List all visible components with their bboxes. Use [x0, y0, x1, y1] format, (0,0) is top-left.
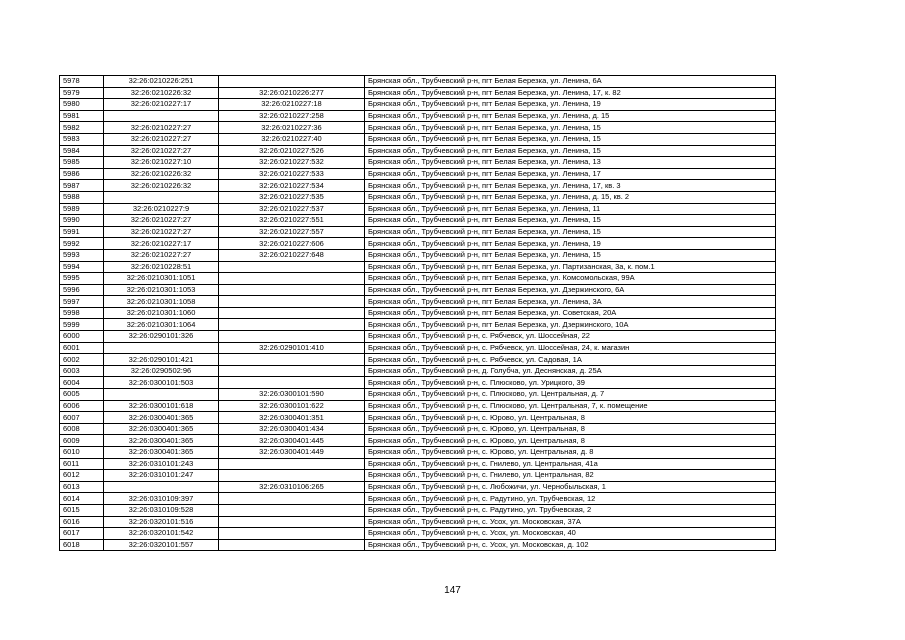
cadastral-number-cell [104, 481, 219, 493]
row-number-cell: 6002 [60, 354, 104, 366]
address-cell: Брянская обл., Трубчевский р-н, пгт Белая Березка, ул. Ленина, 19 [365, 238, 776, 250]
building-cadastral-number-cell [219, 504, 365, 516]
cadastral-number-cell: 32:26:0210227:17 [104, 238, 219, 250]
table-row [60, 412, 776, 424]
building-cadastral-number-cell [219, 516, 365, 528]
cadastral-number-cell: 32:26:0310101:243 [104, 458, 219, 470]
row-number-cell: 6006 [60, 400, 104, 412]
cadastral-number-cell: 32:26:0210227:27 [104, 215, 219, 227]
row-number-cell: 6012 [60, 470, 104, 482]
table-row [60, 389, 776, 401]
address-cell: Брянская обл., Трубчевский р-н, с. Рябчевск, ул. Садовая, 1А [365, 354, 776, 366]
cadastral-number-cell [104, 191, 219, 203]
table-row [60, 157, 776, 169]
building-cadastral-number-cell: 32:26:0210227:557 [219, 226, 365, 238]
cadastral-number-cell: 32:26:0290101:326 [104, 331, 219, 343]
cadastral-number-cell: 32:26:0210301:1051 [104, 273, 219, 285]
address-cell: Брянская обл., Трубчевский р-н, пгт Белая Березка, ул. Дзержинского, 6А [365, 284, 776, 296]
row-number-cell: 5989 [60, 203, 104, 215]
table-row [60, 249, 776, 261]
table-row [60, 145, 776, 157]
table-row [60, 203, 776, 215]
building-cadastral-number-cell: 32:26:0210227:40 [219, 133, 365, 145]
address-cell: Брянская обл., Трубчевский р-н, пгт Белая Березка, ул. Ленина, 19 [365, 99, 776, 111]
cadastral-number-cell: 32:26:0210227:10 [104, 157, 219, 169]
address-cell: Брянская обл., Трубчевский р-н, д. Голубча, ул. Деснянская, д. 25А [365, 365, 776, 377]
cadastral-number-cell: 32:26:0210227:27 [104, 226, 219, 238]
table-row [60, 435, 776, 447]
building-cadastral-number-cell: 32:26:0210227:535 [219, 191, 365, 203]
building-cadastral-number-cell [219, 331, 365, 343]
address-cell: Брянская обл., Трубчевский р-н, с. Плюсково, ул. Урицкого, 39 [365, 377, 776, 389]
building-cadastral-number-cell [219, 307, 365, 319]
cadastral-number-cell: 32:26:0210227:9 [104, 203, 219, 215]
cadastral-number-cell: 32:26:0210227:17 [104, 99, 219, 111]
row-number-cell: 6013 [60, 481, 104, 493]
table-row [60, 493, 776, 505]
registry-table-body [60, 76, 776, 551]
building-cadastral-number-cell: 32:26:0210227:537 [219, 203, 365, 215]
table-row [60, 87, 776, 99]
building-cadastral-number-cell: 32:26:0210227:526 [219, 145, 365, 157]
building-cadastral-number-cell [219, 377, 365, 389]
cadastral-number-cell: 32:26:0210301:1064 [104, 319, 219, 331]
table-row [60, 470, 776, 482]
table-row [60, 238, 776, 250]
building-cadastral-number-cell: 32:26:0310106:265 [219, 481, 365, 493]
table-row [60, 307, 776, 319]
table-row [60, 528, 776, 540]
row-number-cell: 6009 [60, 435, 104, 447]
table-row [60, 319, 776, 331]
page-number: 147 [444, 585, 461, 596]
row-number-cell: 6017 [60, 528, 104, 540]
cadastral-number-cell: 32:26:0300101:618 [104, 400, 219, 412]
cadastral-number-cell: 32:26:0210226:32 [104, 87, 219, 99]
address-cell: Брянская обл., Трубчевский р-н, пгт Белая Березка, ул. Ленина, 11 [365, 203, 776, 215]
table-row [60, 296, 776, 308]
row-number-cell: 6003 [60, 365, 104, 377]
table-row [60, 331, 776, 343]
row-number-cell: 6011 [60, 458, 104, 470]
building-cadastral-number-cell: 32:26:0210227:533 [219, 168, 365, 180]
address-cell: Брянская обл., Трубчевский р-н, пгт Белая Березка, ул. Ленина, 3А [365, 296, 776, 308]
cadastral-number-cell: 32:26:0300401:365 [104, 423, 219, 435]
row-number-cell: 6001 [60, 342, 104, 354]
address-cell: Брянская обл., Трубчевский р-н, с. Юрово, ул. Центральная, 8 [365, 423, 776, 435]
address-cell: Брянская обл., Трубчевский р-н, с. Усох, ул. Московская, 40 [365, 528, 776, 540]
row-number-cell: 5991 [60, 226, 104, 238]
row-number-cell: 5992 [60, 238, 104, 250]
cadastral-number-cell: 32:26:0300401:365 [104, 412, 219, 424]
cadastral-number-cell: 32:26:0210227:27 [104, 133, 219, 145]
table-row [60, 516, 776, 528]
table-row [60, 377, 776, 389]
address-cell: Брянская обл., Трубчевский р-н, пгт Белая Березка, ул. Ленина, 6А [365, 76, 776, 88]
building-cadastral-number-cell: 32:26:0300401:449 [219, 447, 365, 459]
building-cadastral-number-cell: 32:26:0210227:606 [219, 238, 365, 250]
building-cadastral-number-cell: 32:26:0300101:590 [219, 389, 365, 401]
cadastral-number-cell: 32:26:0300401:365 [104, 435, 219, 447]
building-cadastral-number-cell [219, 470, 365, 482]
building-cadastral-number-cell: 32:26:0300401:445 [219, 435, 365, 447]
building-cadastral-number-cell: 32:26:0290101:410 [219, 342, 365, 354]
address-cell: Брянская обл., Трубчевский р-н, с. Гнилево, ул. Центральная, 82 [365, 470, 776, 482]
address-cell: Брянская обл., Трубчевский р-н, пгт Белая Березка, ул. Ленина, 15 [365, 145, 776, 157]
cadastral-number-cell: 32:26:0210226:32 [104, 168, 219, 180]
cadastral-number-cell: 32:26:0310109:397 [104, 493, 219, 505]
address-cell: Брянская обл., Трубчевский р-н, пгт Белая Березка, ул. Ленина, 17, кв. 3 [365, 180, 776, 192]
cadastral-number-cell: 32:26:0290502:96 [104, 365, 219, 377]
cadastral-number-cell: 32:26:0290101:421 [104, 354, 219, 366]
cadastral-number-cell: 32:26:0210227:27 [104, 249, 219, 261]
cadastral-number-cell [104, 389, 219, 401]
address-cell: Брянская обл., Трубчевский р-н, пгт Белая Березка, ул. Ленина, 17, к. 82 [365, 87, 776, 99]
row-number-cell: 5978 [60, 76, 104, 88]
cadastral-number-cell: 32:26:0310101:247 [104, 470, 219, 482]
table-row [60, 342, 776, 354]
row-number-cell: 5979 [60, 87, 104, 99]
row-number-cell: 5994 [60, 261, 104, 273]
address-cell: Брянская обл., Трубчевский р-н, с. Любожичи, ул. Чернобыльская, 1 [365, 481, 776, 493]
row-number-cell: 6018 [60, 539, 104, 551]
address-cell: Брянская обл., Трубчевский р-н, с. Юрово, ул. Центральная, 8 [365, 412, 776, 424]
registry-table [59, 75, 776, 551]
building-cadastral-number-cell: 32:26:0300101:622 [219, 400, 365, 412]
table-row [60, 168, 776, 180]
table-row [60, 226, 776, 238]
address-cell: Брянская обл., Трубчевский р-н, пгт Белая Березка, ул. Ленина, 15 [365, 226, 776, 238]
row-number-cell: 5993 [60, 249, 104, 261]
table-row [60, 122, 776, 134]
address-cell: Брянская обл., Трубчевский р-н, пгт Белая Березка, ул. Ленина, 15 [365, 249, 776, 261]
building-cadastral-number-cell: 32:26:0300401:351 [219, 412, 365, 424]
address-cell: Брянская обл., Трубчевский р-н, пгт Белая Березка, ул. Ленина, 13 [365, 157, 776, 169]
row-number-cell: 5997 [60, 296, 104, 308]
address-cell: Брянская обл., Трубчевский р-н, пгт Белая Березка, ул. Ленина, д. 15, кв. 2 [365, 191, 776, 203]
address-cell: Брянская обл., Трубчевский р-н, с. Плюсково, ул. Центральная, 7, к. помещение [365, 400, 776, 412]
cadastral-number-cell: 32:26:0210226:32 [104, 180, 219, 192]
cadastral-number-cell: 32:26:0300101:503 [104, 377, 219, 389]
table-row [60, 504, 776, 516]
table-row [60, 261, 776, 273]
row-number-cell: 5995 [60, 273, 104, 285]
building-cadastral-number-cell: 32:26:0210227:18 [219, 99, 365, 111]
row-number-cell: 6004 [60, 377, 104, 389]
cadastral-number-cell: 32:26:0210227:27 [104, 145, 219, 157]
table-row [60, 215, 776, 227]
table-row [60, 284, 776, 296]
table-row [60, 423, 776, 435]
building-cadastral-number-cell [219, 458, 365, 470]
building-cadastral-number-cell: 32:26:0210227:258 [219, 110, 365, 122]
address-cell: Брянская обл., Трубчевский р-н, с. Юрово, ул. Центральная, д. 8 [365, 447, 776, 459]
cadastral-number-cell: 32:26:0210301:1060 [104, 307, 219, 319]
row-number-cell: 6014 [60, 493, 104, 505]
building-cadastral-number-cell: 32:26:0210227:532 [219, 157, 365, 169]
address-cell: Брянская обл., Трубчевский р-н, с. Рябчевск, ул. Шоссейная, 22 [365, 331, 776, 343]
building-cadastral-number-cell [219, 319, 365, 331]
address-cell: Брянская обл., Трубчевский р-н, пгт Белая Березка, ул. Дзержинского, 10А [365, 319, 776, 331]
row-number-cell: 5982 [60, 122, 104, 134]
table-row [60, 273, 776, 285]
table-row [60, 481, 776, 493]
table-row [60, 458, 776, 470]
address-cell: Брянская обл., Трубчевский р-н, с. Радутино, ул. Трубчевская, 2 [365, 504, 776, 516]
building-cadastral-number-cell [219, 528, 365, 540]
row-number-cell: 6005 [60, 389, 104, 401]
row-number-cell: 5999 [60, 319, 104, 331]
address-cell: Брянская обл., Трубчевский р-н, пгт Белая Березка, ул. Ленина, 15 [365, 133, 776, 145]
table-row [60, 133, 776, 145]
row-number-cell: 6000 [60, 331, 104, 343]
address-cell: Брянская обл., Трубчевский р-н, с. Усох, ул. Московская, 37А [365, 516, 776, 528]
row-number-cell: 5981 [60, 110, 104, 122]
row-number-cell: 6008 [60, 423, 104, 435]
row-number-cell: 6007 [60, 412, 104, 424]
table-row [60, 76, 776, 88]
address-cell: Брянская обл., Трубчевский р-н, с. Юрово, ул. Центральная, 8 [365, 435, 776, 447]
row-number-cell: 6015 [60, 504, 104, 516]
table-row [60, 354, 776, 366]
address-cell: Брянская обл., Трубчевский р-н, пгт Белая Березка, ул. Ленина, 15 [365, 215, 776, 227]
building-cadastral-number-cell: 32:26:0210227:534 [219, 180, 365, 192]
address-cell: Брянская обл., Трубчевский р-н, с. Рябчевск, ул. Шоссейная, 24, к. магазин [365, 342, 776, 354]
building-cadastral-number-cell: 32:26:0300401:434 [219, 423, 365, 435]
row-number-cell: 5990 [60, 215, 104, 227]
building-cadastral-number-cell [219, 261, 365, 273]
building-cadastral-number-cell: 32:26:0210227:551 [219, 215, 365, 227]
row-number-cell: 5987 [60, 180, 104, 192]
row-number-cell: 5983 [60, 133, 104, 145]
building-cadastral-number-cell: 32:26:0210227:648 [219, 249, 365, 261]
row-number-cell: 5985 [60, 157, 104, 169]
building-cadastral-number-cell [219, 273, 365, 285]
row-number-cell: 5988 [60, 191, 104, 203]
cadastral-number-cell [104, 110, 219, 122]
building-cadastral-number-cell [219, 365, 365, 377]
row-number-cell: 5986 [60, 168, 104, 180]
table-row [60, 447, 776, 459]
cadastral-number-cell: 32:26:0310109:528 [104, 504, 219, 516]
address-cell: Брянская обл., Трубчевский р-н, пгт Белая Березка, ул. Советская, 20А [365, 307, 776, 319]
cadastral-number-cell: 32:26:0300401:365 [104, 447, 219, 459]
table-row [60, 539, 776, 551]
address-cell: Брянская обл., Трубчевский р-н, пгт Белая Березка, ул. Ленина, 15 [365, 122, 776, 134]
row-number-cell: 5984 [60, 145, 104, 157]
building-cadastral-number-cell [219, 354, 365, 366]
address-cell: Брянская обл., Трубчевский р-н, с. Плюсково, ул. Центральная, д. 7 [365, 389, 776, 401]
cadastral-number-cell: 32:26:0210301:1053 [104, 284, 219, 296]
cadastral-number-cell [104, 342, 219, 354]
row-number-cell: 5998 [60, 307, 104, 319]
row-number-cell: 5996 [60, 284, 104, 296]
row-number-cell: 6010 [60, 447, 104, 459]
building-cadastral-number-cell [219, 493, 365, 505]
address-cell: Брянская обл., Трубчевский р-н, пгт Белая Березка, ул. Партизанская, 3а, к. пом.1 [365, 261, 776, 273]
table-row [60, 191, 776, 203]
cadastral-number-cell: 32:26:0210226:251 [104, 76, 219, 88]
cadastral-number-cell: 32:26:0320101:557 [104, 539, 219, 551]
building-cadastral-number-cell [219, 296, 365, 308]
table-row [60, 400, 776, 412]
building-cadastral-number-cell: 32:26:0210227:36 [219, 122, 365, 134]
building-cadastral-number-cell: 32:26:0210226:277 [219, 87, 365, 99]
row-number-cell: 5980 [60, 99, 104, 111]
address-cell: Брянская обл., Трубчевский р-н, пгт Белая Березка, ул. Ленина, д. 15 [365, 110, 776, 122]
address-cell: Брянская обл., Трубчевский р-н, с. Радутино, ул. Трубчевская, 12 [365, 493, 776, 505]
table-row [60, 99, 776, 111]
address-cell: Брянская обл., Трубчевский р-н, с. Гнилево, ул. Центральная, 41а [365, 458, 776, 470]
table-row [60, 180, 776, 192]
table-row [60, 365, 776, 377]
building-cadastral-number-cell [219, 284, 365, 296]
cadastral-number-cell: 32:26:0210227:27 [104, 122, 219, 134]
cadastral-number-cell: 32:26:0210228:51 [104, 261, 219, 273]
address-cell: Брянская обл., Трубчевский р-н, пгт Белая Березка, ул. Комсомольская, 99А [365, 273, 776, 285]
address-cell: Брянская обл., Трубчевский р-н, пгт Белая Березка, ул. Ленина, 17 [365, 168, 776, 180]
cadastral-number-cell: 32:26:0210301:1058 [104, 296, 219, 308]
building-cadastral-number-cell [219, 76, 365, 88]
row-number-cell: 6016 [60, 516, 104, 528]
table-row [60, 110, 776, 122]
cadastral-number-cell: 32:26:0320101:516 [104, 516, 219, 528]
cadastral-number-cell: 32:26:0320101:542 [104, 528, 219, 540]
address-cell: Брянская обл., Трубчевский р-н, с. Усох, ул. Московская, д. 102 [365, 539, 776, 551]
building-cadastral-number-cell [219, 539, 365, 551]
